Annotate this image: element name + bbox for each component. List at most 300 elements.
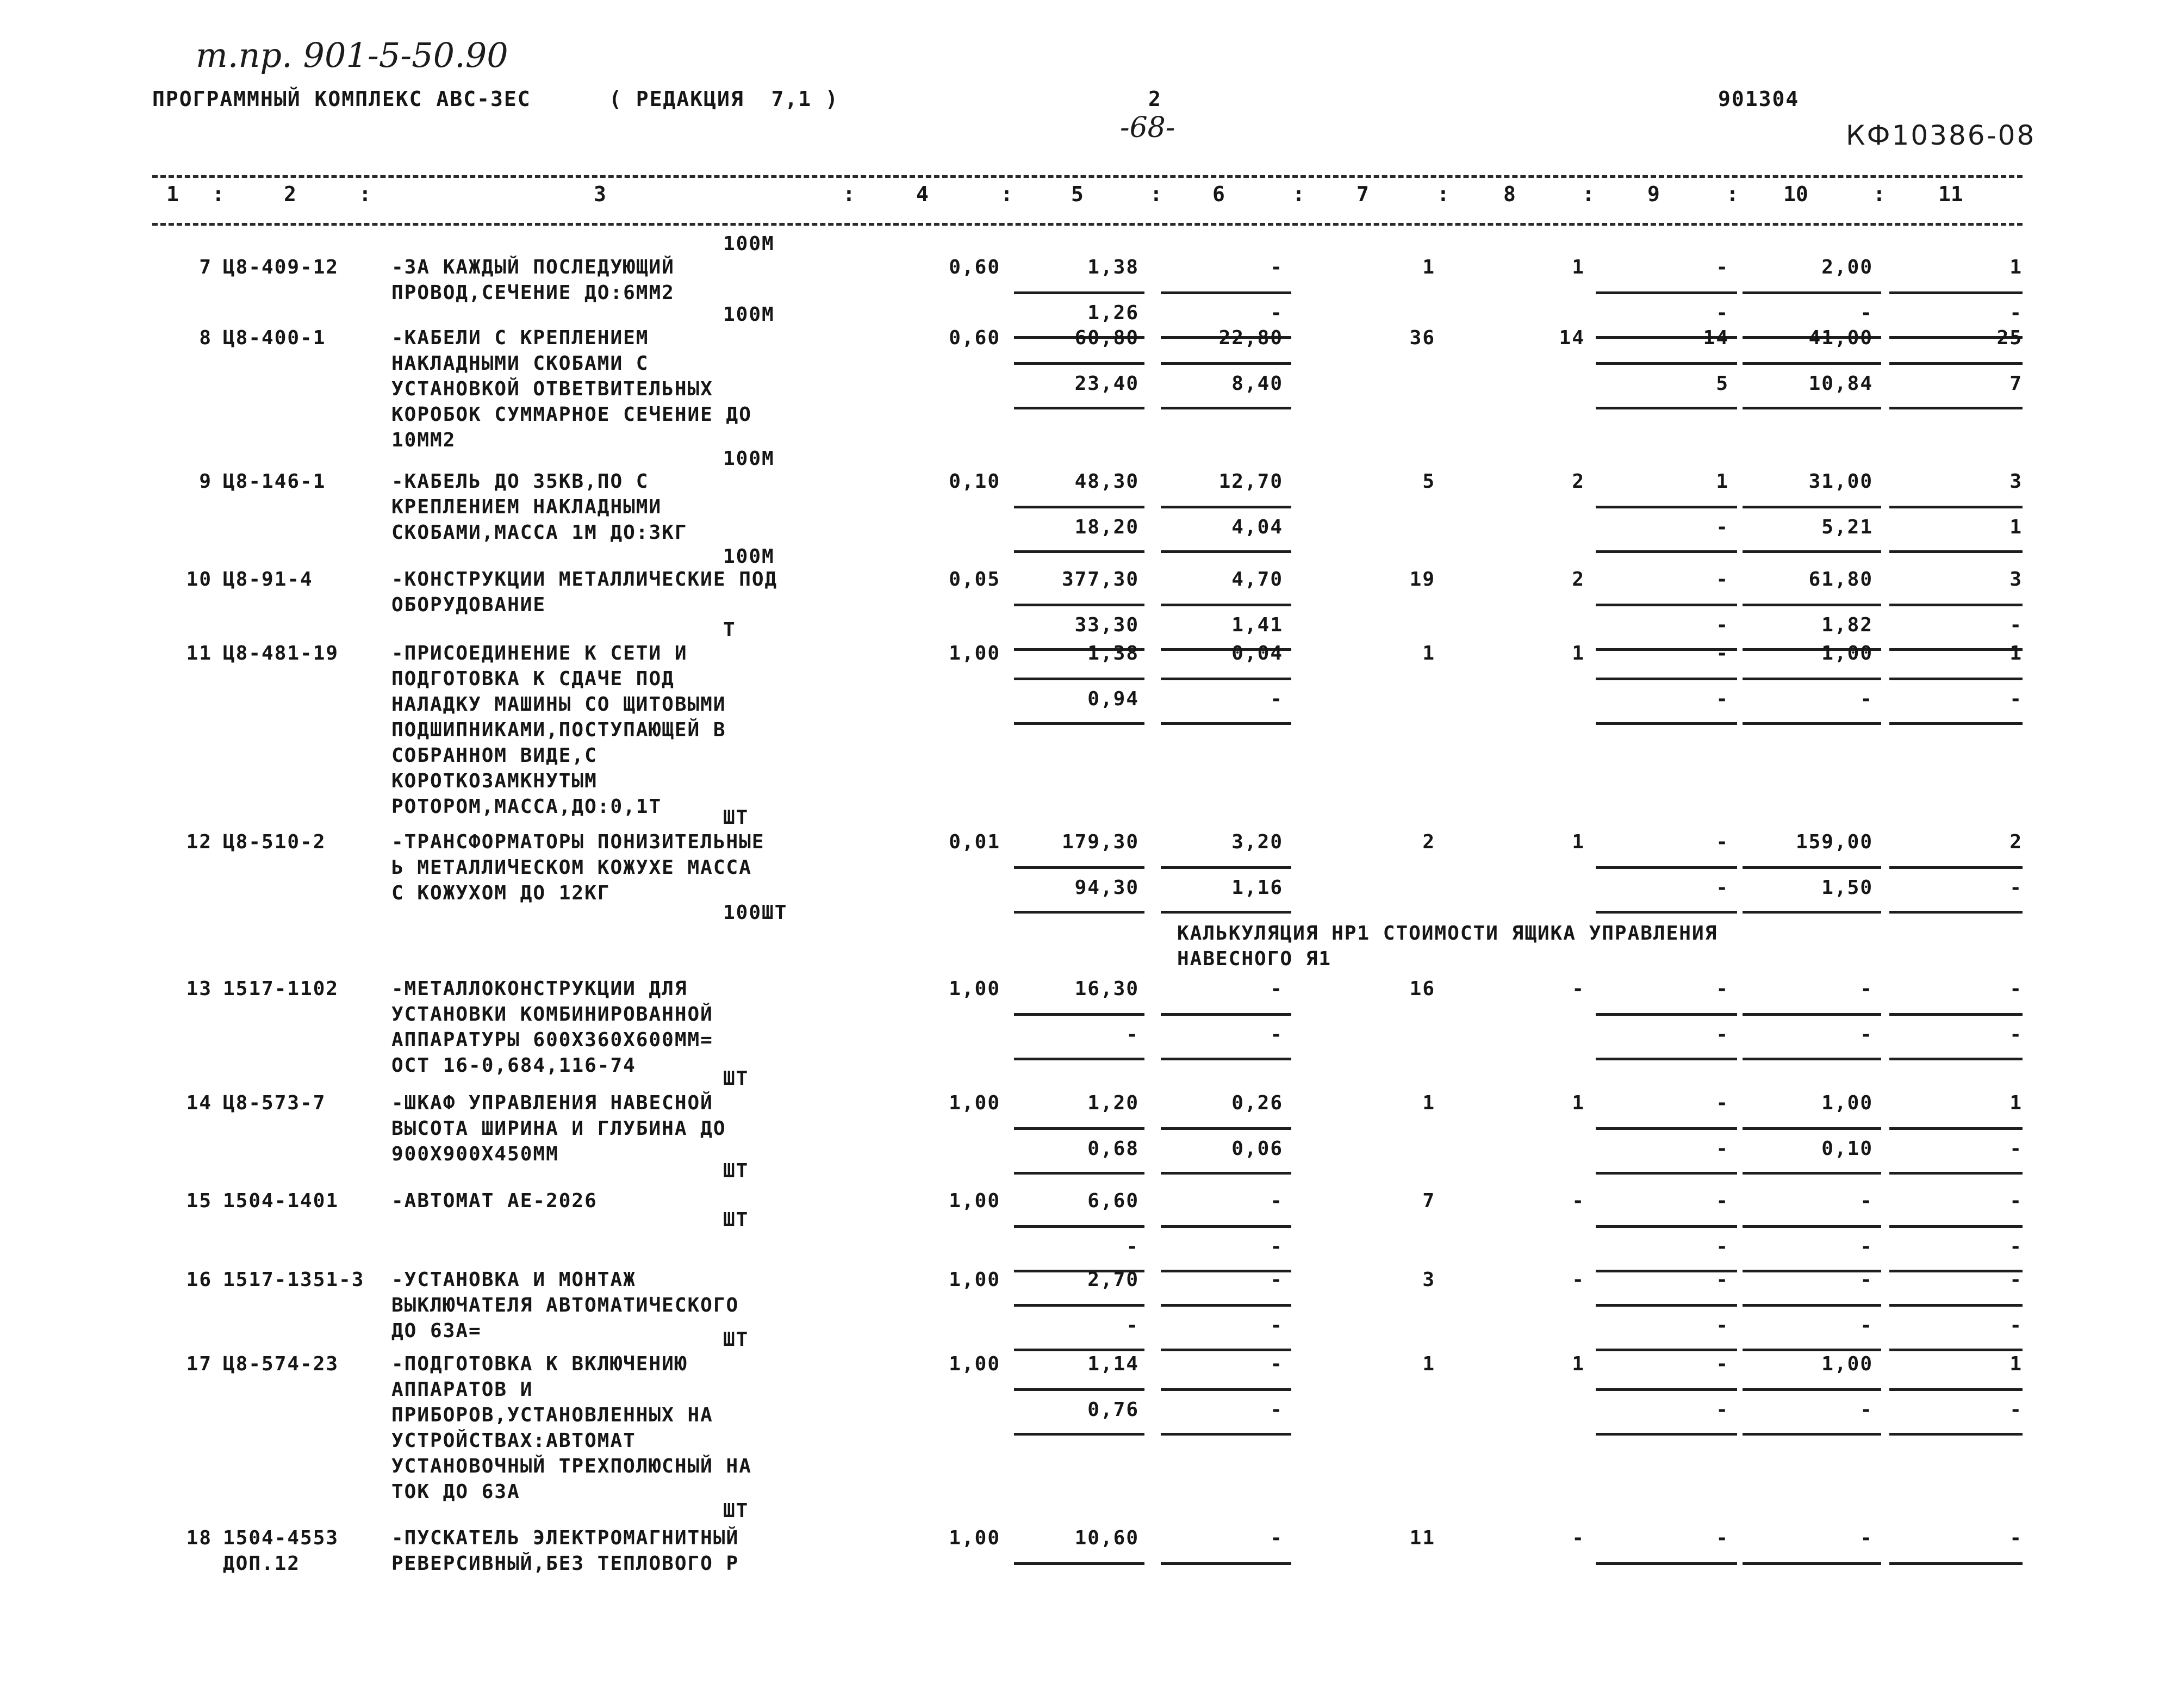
cell-divider-line — [1889, 1225, 2023, 1228]
row-description: -КАБЕЛИ С КРЕПЛЕНИЕМ НАКЛАДНЫМИ СКОБАМИ С УСТАНОВКОЙ ОТВЕТВИТЕЛЬНЫХ КОРОБОК СУММАРНОЕ СЕЧЕНИЕ ДО 10ММ2 — [391, 327, 752, 451]
cell-divider-line — [1596, 1304, 1737, 1307]
cell-divider-line — [1014, 1562, 1144, 1565]
cell-c11-second: - — [2009, 1399, 2023, 1421]
cell-c11-second: - — [2009, 877, 2023, 899]
document-id: 901304 — [1718, 87, 1800, 111]
cell-divider-line — [1889, 1304, 2023, 1307]
cell-c6-second: 4,04 — [1231, 516, 1283, 538]
cell-divider-line — [1743, 866, 1881, 869]
row-code: Ц8-574-23 — [223, 1353, 339, 1375]
unit-line: 100М — [723, 303, 775, 326]
cell-divider-line — [1014, 550, 1144, 553]
cell-c8: 1 — [1572, 1092, 1585, 1114]
cell-divider-line — [1743, 1225, 1881, 1228]
cell-divider-line — [1743, 550, 1881, 553]
cell-divider-line — [1889, 1388, 2023, 1391]
cell-c5: 1,14 — [1087, 1353, 1139, 1375]
cell-c5: 1,38 — [1087, 256, 1139, 278]
row-number: 9 — [199, 470, 212, 493]
cell-c10-second: - — [1860, 302, 1873, 324]
cell-c11: 3 — [2009, 470, 2023, 493]
row-code: Ц8-481-19 — [223, 642, 339, 664]
cell-divider-line — [1014, 1225, 1144, 1228]
cell-divider-line — [1743, 1172, 1881, 1175]
row-code: Ц8-91-4 — [223, 568, 313, 591]
cell-c5-second: 0,94 — [1087, 688, 1139, 710]
cell-c8: - — [1572, 1527, 1585, 1549]
cell-c8: 1 — [1572, 831, 1585, 853]
col-2: 2 — [284, 182, 296, 206]
cell-divider-line — [1014, 362, 1144, 365]
unit-line: ШТ — [723, 1209, 749, 1231]
cell-divider-line — [1014, 1388, 1144, 1391]
cell-c10: 1,00 — [1821, 1353, 1873, 1375]
cell-c10: 61,80 — [1808, 568, 1873, 591]
cell-divider-line — [1596, 407, 1737, 409]
cell-c6: 4,70 — [1231, 568, 1283, 591]
cell-c9-second: - — [1716, 688, 1729, 710]
cell-c6: - — [1270, 1353, 1283, 1375]
row-description: -МЕТАЛЛОКОНСТРУКЦИИ ДЛЯ УСТАНОВКИ КОМБИНИРОВАННОЙ АППАРАТУРЫ 600Х360Х600ММ= ОСТ 16-0,684,116-74 — [391, 978, 713, 1077]
cell-c9-second: - — [1716, 877, 1729, 899]
cell-divider-line — [1743, 1013, 1881, 1016]
cell-c5-second: 18,20 — [1074, 516, 1139, 538]
cell-c11: - — [2009, 978, 2023, 1000]
cell-divider-line — [1743, 1562, 1881, 1565]
cell-divider-line — [1014, 1058, 1144, 1060]
col-sep-10: : — [1873, 182, 1886, 206]
col-5: 5 — [1071, 182, 1084, 206]
cell-divider-line — [1596, 1225, 1737, 1228]
cell-c6-second: - — [1270, 302, 1283, 324]
cell-divider-line — [1889, 1013, 2023, 1016]
cell-c11-second: - — [2009, 688, 2023, 710]
cell-divider-line — [1161, 506, 1291, 508]
cell-c6: 22,80 — [1218, 327, 1283, 349]
cell-divider-line — [1743, 1388, 1881, 1391]
cell-divider-line — [1596, 604, 1737, 606]
cell-c11-second: - — [2009, 1235, 2023, 1258]
cell-divider-line — [1161, 1225, 1291, 1228]
cell-divider-line — [1743, 291, 1881, 294]
cell-c8: - — [1572, 1190, 1585, 1212]
cell-c10: 31,00 — [1808, 470, 1873, 493]
cell-c10: 1,00 — [1821, 1092, 1873, 1114]
row-description: -ТРАНСФОРМАТОРЫ ПОНИЗИТЕЛЬНЫЕ Ь МЕТАЛЛИЧЕСКОМ КОЖУХЕ МАССА С КОЖУХОМ ДО 12КГ — [391, 831, 765, 904]
unit-line: ШТ — [723, 1067, 749, 1090]
cell-c9: - — [1716, 978, 1729, 1000]
unit-line: ШТ — [723, 806, 749, 829]
col-1: 1 — [166, 182, 179, 206]
cell-divider-line — [1161, 291, 1291, 294]
cell-c9: - — [1716, 1527, 1729, 1549]
row-number: 18 — [186, 1527, 212, 1549]
row-code: Ц8-146-1 — [223, 470, 326, 493]
cell-c6-second: 1,16 — [1231, 877, 1283, 899]
cell-col4: 1,00 — [949, 1269, 1000, 1291]
unit-line: ШТ — [723, 1500, 749, 1522]
col-sep-8: : — [1582, 182, 1595, 206]
cell-c10-second: - — [1860, 1399, 1873, 1421]
cell-c7: 3 — [1422, 1269, 1435, 1291]
col-sep-9: : — [1726, 182, 1739, 206]
cell-col4: 0,01 — [949, 831, 1000, 853]
cell-c9-second: - — [1716, 1023, 1729, 1046]
cell-c8: - — [1572, 978, 1585, 1000]
col-7: 7 — [1357, 182, 1369, 206]
cell-c5-second: 1,26 — [1087, 302, 1139, 324]
cell-col4: 0,05 — [949, 568, 1000, 591]
cell-divider-line — [1743, 678, 1881, 680]
cell-divider-line — [1161, 1013, 1291, 1016]
cell-divider-line — [1014, 407, 1144, 409]
cell-divider-line — [1161, 1562, 1291, 1565]
cell-divider-line — [1596, 1388, 1737, 1391]
cell-c8: 1 — [1572, 642, 1585, 664]
cell-divider-line — [1014, 1127, 1144, 1130]
row-number: 15 — [186, 1190, 212, 1212]
cell-c10: 1,00 — [1821, 642, 1873, 664]
cell-divider-line — [1014, 866, 1144, 869]
row-number: 13 — [186, 978, 212, 1000]
cell-c9-second: - — [1716, 614, 1729, 636]
cell-divider-line — [1596, 911, 1737, 914]
cell-c8: 1 — [1572, 256, 1585, 278]
cell-divider-line — [1743, 911, 1881, 914]
row-number: 8 — [199, 327, 212, 349]
cell-divider-line — [1161, 678, 1291, 680]
calculation-note: КАЛЬКУЛЯЦИЯ НР1 СТОИМОСТИ ЯЩИКА УПРАВЛЕНИЯ НАВЕСНОГО Я1 — [1177, 922, 1718, 970]
cell-divider-line — [1014, 678, 1144, 680]
cell-c10: - — [1860, 1269, 1873, 1291]
handwritten-page-mark: -68- — [1120, 111, 1175, 144]
cell-c6-second: 0,06 — [1231, 1138, 1283, 1160]
unit-line: ШТ — [723, 1328, 749, 1351]
cell-c6: - — [1270, 256, 1283, 278]
cell-divider-line — [1161, 722, 1291, 725]
row-description: -КАБЕЛЬ ДО 35КВ,ПО С КРЕПЛЕНИЕМ НАКЛАДНЫМИ СКОБАМИ,МАССА 1М ДО:3КГ — [391, 470, 688, 544]
cell-divider-line — [1161, 1433, 1291, 1436]
cell-divider-line — [1161, 550, 1291, 553]
unit-line: 100ШТ — [723, 902, 788, 924]
row-description: -ШКАФ УПРАВЛЕНИЯ НАВЕСНОЙ ВЫСОТА ШИРИНА И ГЛУБИНА ДО 900Х900Х450ММ — [391, 1092, 726, 1165]
col-10: 10 — [1783, 182, 1808, 206]
cell-divider-line — [1596, 722, 1737, 725]
cell-divider-line — [1889, 1433, 2023, 1436]
cell-divider-line — [1161, 604, 1291, 606]
cell-divider-line — [1161, 1127, 1291, 1130]
cell-col4: 0,60 — [949, 327, 1000, 349]
cell-divider-line — [1889, 866, 2023, 869]
cell-c9: - — [1716, 568, 1729, 591]
cell-c11: 25 — [1996, 327, 2023, 349]
cell-c11: 2 — [2009, 831, 2023, 853]
cell-c5-second: - — [1126, 1023, 1139, 1046]
cell-c7: 19 — [1409, 568, 1435, 591]
cell-divider-line — [1889, 362, 2023, 365]
cell-c5-second: 94,30 — [1074, 877, 1139, 899]
cell-c10-second: - — [1860, 688, 1873, 710]
cell-c9-second: - — [1716, 302, 1729, 324]
row-code: 1504-4553 ДОП.12 — [223, 1527, 339, 1575]
cell-c9: - — [1716, 1092, 1729, 1114]
cell-col4: 1,00 — [949, 978, 1000, 1000]
cell-c10-second: 10,84 — [1808, 372, 1873, 395]
cell-c9: - — [1716, 831, 1729, 853]
cell-divider-line — [1743, 604, 1881, 606]
cell-divider-line — [1014, 722, 1144, 725]
cell-divider-line — [1596, 506, 1737, 508]
col-sep-1: : — [212, 182, 225, 206]
cell-divider-line — [1161, 362, 1291, 365]
cell-c8: 14 — [1559, 327, 1585, 349]
cell-c5-second: - — [1126, 1314, 1139, 1337]
cell-c5: 1,38 — [1087, 642, 1139, 664]
cell-c5-second: 0,68 — [1087, 1138, 1139, 1160]
cell-divider-line — [1161, 911, 1291, 914]
cell-divider-line — [1014, 1433, 1144, 1436]
row-number: 11 — [186, 642, 212, 664]
cell-c11: - — [2009, 1190, 2023, 1212]
col-3: 3 — [594, 182, 606, 206]
row-description: -УСТАНОВКА И МОНТАЖ ВЫКЛЮЧАТЕЛЯ АВТОМАТИЧЕСКОГО ДО 63А= — [391, 1269, 739, 1342]
cell-c9-second: - — [1716, 516, 1729, 538]
cell-divider-line — [1596, 678, 1737, 680]
cell-c6-second: 8,40 — [1231, 372, 1283, 395]
unit-line: Т — [723, 619, 736, 641]
row-code: Ц8-400-1 — [223, 327, 326, 349]
col-6: 6 — [1212, 182, 1225, 206]
cell-c6-second: - — [1270, 1235, 1283, 1258]
cell-c6: 12,70 — [1218, 470, 1283, 493]
cell-c10-second: 5,21 — [1821, 516, 1873, 538]
cell-divider-line — [1596, 550, 1737, 553]
row-code: Ц8-510-2 — [223, 831, 326, 853]
row-number: 17 — [186, 1353, 212, 1375]
cell-c5: 6,60 — [1087, 1190, 1139, 1212]
cell-c7: 16 — [1409, 978, 1435, 1000]
cell-c5: 16,30 — [1074, 978, 1139, 1000]
row-description: -ПРИСОЕДИНЕНИЕ К СЕТИ И ПОДГОТОВКА К СДАЧЕ ПОД НАЛАДКУ МАШИНЫ СО ЩИТОВЫМИ ПОДШИПНИКАМИ,ПОСТУПАЮЩЕЙ В СОБРАННОМ ВИДЕ,С КОРОТКОЗАМКНУТЫМ РОТОРОМ,МАССА,ДО:0,1Т — [391, 642, 726, 818]
cell-divider-line — [1596, 1127, 1737, 1130]
cell-c5-second: - — [1126, 1235, 1139, 1258]
cell-c11: - — [2009, 1527, 2023, 1549]
cell-c7: 1 — [1422, 256, 1435, 278]
cell-divider-line — [1889, 722, 2023, 725]
cell-c9-second: - — [1716, 1235, 1729, 1258]
cell-divider-line — [1743, 1127, 1881, 1130]
cell-c10: 41,00 — [1808, 327, 1873, 349]
cell-c7: 1 — [1422, 642, 1435, 664]
cell-c10: 2,00 — [1821, 256, 1873, 278]
row-description: -АВТОМАТ АЕ-2026 — [391, 1190, 598, 1212]
col-8: 8 — [1503, 182, 1516, 206]
unit-line: ШТ — [723, 1160, 749, 1182]
cell-divider-line — [1596, 362, 1737, 365]
cell-divider-line — [1014, 1304, 1144, 1307]
col-11: 11 — [1938, 182, 1963, 206]
cell-c8: - — [1572, 1269, 1585, 1291]
cell-c7: 11 — [1409, 1527, 1435, 1549]
cell-c6-second: - — [1270, 1314, 1283, 1337]
cell-divider-line — [1743, 722, 1881, 725]
handwritten-sheet-code: КФ10386-08 — [1846, 120, 2036, 151]
cell-c6: 3,20 — [1231, 831, 1283, 853]
page-number: 2 — [1148, 87, 1162, 111]
cell-c10-second: 1,82 — [1821, 614, 1873, 636]
cell-divider-line — [1889, 911, 2023, 914]
cell-c6: - — [1270, 1269, 1283, 1291]
cell-c9-second: - — [1716, 1138, 1729, 1160]
cell-c11-second: 7 — [2009, 372, 2023, 395]
cell-c11-second: - — [2009, 614, 2023, 636]
row-number: 14 — [186, 1092, 212, 1114]
cell-divider-line — [1161, 1058, 1291, 1060]
cell-c7: 7 — [1422, 1190, 1435, 1212]
col-sep-6: : — [1292, 182, 1305, 206]
col-sep-5: : — [1150, 182, 1162, 206]
cell-c11-second: 1 — [2009, 516, 2023, 538]
row-description: -ЗА КАЖДЫЙ ПОСЛЕДУЮЩИЙ ПРОВОД,СЕЧЕНИЕ ДО:6ММ2 — [391, 256, 675, 304]
cell-c10-second: 1,50 — [1821, 877, 1873, 899]
col-sep-4: : — [1000, 182, 1013, 206]
cell-c11: 1 — [2009, 1353, 2023, 1375]
cell-c5: 2,70 — [1087, 1269, 1139, 1291]
cell-c5: 377,30 — [1061, 568, 1139, 591]
col-4: 4 — [916, 182, 929, 206]
cell-c8: 1 — [1572, 1353, 1585, 1375]
cell-c5: 60,80 — [1074, 327, 1139, 349]
cell-c11-second: - — [2009, 1023, 2023, 1046]
cell-col4: 1,00 — [949, 1190, 1000, 1212]
cell-divider-line — [1596, 1172, 1737, 1175]
cell-divider-line — [1743, 407, 1881, 409]
unit-line: 100М — [723, 233, 775, 255]
cell-c6-second: - — [1270, 688, 1283, 710]
row-code: 1504-1401 — [223, 1190, 339, 1212]
cell-divider-line — [1889, 604, 2023, 606]
cell-divider-line — [1014, 1013, 1144, 1016]
cell-c9: 14 — [1703, 327, 1729, 349]
cell-c11: 3 — [2009, 568, 2023, 591]
cell-col4: 1,00 — [949, 1353, 1000, 1375]
edition-label: ( РЕДАКЦИЯ 7,1 ) — [609, 87, 839, 111]
cell-divider-line — [1889, 1172, 2023, 1175]
cell-col4: 1,00 — [949, 1527, 1000, 1549]
cell-divider-line — [1889, 407, 2023, 409]
row-code: 1517-1102 — [223, 978, 339, 1000]
cell-c9: - — [1716, 642, 1729, 664]
cell-c10-second: - — [1860, 1314, 1873, 1337]
cell-divider-line — [1743, 1304, 1881, 1307]
cell-c7: 2 — [1422, 831, 1435, 853]
cell-divider-line — [1596, 1058, 1737, 1060]
cell-divider-line — [1889, 1058, 2023, 1060]
cell-divider-line — [1743, 1433, 1881, 1436]
col-sep-7: : — [1437, 182, 1449, 206]
cell-col4: 0,10 — [949, 470, 1000, 493]
cell-c9: - — [1716, 1190, 1729, 1212]
cell-divider-line — [1161, 1388, 1291, 1391]
row-number: 10 — [186, 568, 212, 591]
col-sep-3: : — [843, 182, 855, 206]
row-code: Ц8-573-7 — [223, 1092, 326, 1114]
cell-c6-second: - — [1270, 1023, 1283, 1046]
cell-c7: 36 — [1409, 327, 1435, 349]
cell-c11: 1 — [2009, 642, 2023, 664]
cell-divider-line — [1889, 506, 2023, 508]
cell-c11-second: - — [2009, 302, 2023, 324]
cell-c7: 1 — [1422, 1092, 1435, 1114]
cell-divider-line — [1161, 866, 1291, 869]
cell-c5: 10,60 — [1074, 1527, 1139, 1549]
cell-c6: - — [1270, 1527, 1283, 1549]
cell-c10: - — [1860, 1527, 1873, 1549]
cell-divider-line — [1014, 911, 1144, 914]
cell-divider-line — [1889, 1562, 2023, 1565]
cell-c5-second: 23,40 — [1074, 372, 1139, 395]
cell-col4: 0,60 — [949, 256, 1000, 278]
cell-c5: 48,30 — [1074, 470, 1139, 493]
cell-c10-second: - — [1860, 1023, 1873, 1046]
cell-c9: - — [1716, 1353, 1729, 1375]
col-9: 9 — [1647, 182, 1660, 206]
cell-c6: - — [1270, 978, 1283, 1000]
cell-c6: 0,26 — [1231, 1092, 1283, 1114]
cell-divider-line — [1596, 866, 1737, 869]
cell-divider-line — [1596, 1562, 1737, 1565]
cell-c11: 1 — [2009, 256, 2023, 278]
cell-c5: 1,20 — [1087, 1092, 1139, 1114]
cell-c9: - — [1716, 1269, 1729, 1291]
cell-c11: 1 — [2009, 1092, 2023, 1114]
row-number: 7 — [199, 256, 212, 278]
cell-col4: 1,00 — [949, 642, 1000, 664]
program-title: ПРОГРАММНЫЙ КОМПЛЕКС АВС-3ЕС — [152, 87, 531, 111]
cell-c10-second: 0,10 — [1821, 1138, 1873, 1160]
unit-line: 100М — [723, 448, 775, 470]
cell-c9-second: - — [1716, 1314, 1729, 1337]
cell-divider-line — [1743, 1058, 1881, 1060]
cell-divider-line — [1889, 291, 2023, 294]
cell-divider-line — [1014, 506, 1144, 508]
row-description: -КОНСТРУКЦИИ МЕТАЛЛИЧЕСКИЕ ПОД ОБОРУДОВАНИЕ — [391, 568, 778, 616]
cell-divider-line — [1161, 1304, 1291, 1307]
cell-divider-line — [1014, 291, 1144, 294]
cell-divider-line — [1014, 604, 1144, 606]
unit-line: 100М — [723, 545, 775, 568]
cell-c10-second: - — [1860, 1235, 1873, 1258]
row-number: 16 — [186, 1269, 212, 1291]
cell-c10: 159,00 — [1795, 831, 1873, 853]
cell-divider-line — [1596, 1433, 1737, 1436]
cell-c5-second: 33,30 — [1074, 614, 1139, 636]
cell-divider-line — [1889, 550, 2023, 553]
cell-col4: 1,00 — [949, 1092, 1000, 1114]
cell-c6: 0,04 — [1231, 642, 1283, 664]
cell-c9: - — [1716, 256, 1729, 278]
cell-c9-second: 5 — [1716, 372, 1729, 395]
cell-c11-second: - — [2009, 1314, 2023, 1337]
cell-c5: 179,30 — [1061, 831, 1139, 853]
cell-c5-second: 0,76 — [1087, 1399, 1139, 1421]
cell-c11: - — [2009, 1269, 2023, 1291]
cell-c6: - — [1270, 1190, 1283, 1212]
handwritten-project-ref: т.пр. 901-5-50.90 — [196, 35, 508, 75]
row-description: -ПУСКАТЕЛЬ ЭЛЕКТРОМАГНИТНЫЙ РЕВЕРСИВНЫЙ,БЕЗ ТЕПЛОВОГО Р — [391, 1527, 739, 1575]
cell-divider-line — [1743, 362, 1881, 365]
row-number: 12 — [186, 831, 212, 853]
